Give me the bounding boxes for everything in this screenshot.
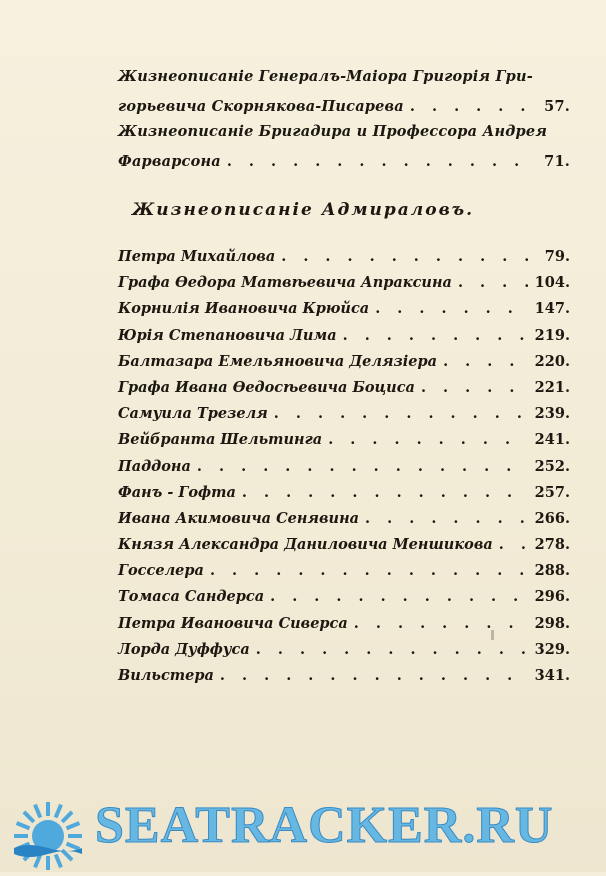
page-number: 221. [534, 378, 570, 396]
admiral-name: Самуила Трезеля [118, 405, 268, 423]
page-number: 241. [534, 431, 570, 449]
toc-row [118, 375, 570, 401]
page-number: 329. [534, 640, 570, 658]
admiral-name: Паддона [118, 457, 191, 475]
toc-row [118, 611, 570, 637]
admiral-name: Вейбрантa Шельтинга [118, 431, 323, 449]
sun-ray [17, 823, 30, 828]
sun-ray [56, 805, 61, 818]
toc-line [118, 147, 570, 177]
page-number: 147. [534, 300, 570, 318]
dot-leader [210, 558, 528, 584]
page-number: 257. [534, 483, 570, 501]
admiral-name: Корнилія Ивановича Крюйса [118, 300, 370, 318]
dot-leader [270, 584, 528, 610]
toc-row [118, 244, 570, 270]
page-number: 252. [534, 457, 570, 475]
admiral-name: Петра Ивановича Сиверса [118, 614, 348, 632]
sun-ray [56, 854, 61, 867]
page-number: 57. [544, 98, 570, 115]
admiral-name: Госселера [118, 562, 204, 580]
admiral-name: Лорда Дуффуса [118, 640, 250, 658]
page-number: 71. [544, 153, 570, 170]
dot-leader [220, 663, 528, 689]
toc-row [118, 270, 570, 296]
dot-leader [375, 296, 528, 322]
watermark-text: SEATRACKER.RU [95, 797, 554, 854]
admiral-name: Графа Ѳедора Матвѣевича Апраксина [118, 274, 452, 292]
page-number: 220. [534, 352, 570, 370]
toc-row [118, 558, 570, 584]
admirals-list [118, 244, 570, 689]
page-number: 341. [534, 667, 570, 684]
dot-leader [443, 349, 528, 375]
page-number: 296. [534, 588, 570, 606]
page-number: 266. [534, 509, 570, 527]
toc-row [118, 506, 570, 532]
ink-mark [491, 630, 494, 640]
sun-ray [24, 812, 34, 822]
dot-leader [227, 147, 528, 177]
toc-row [118, 637, 570, 663]
sun-ray [66, 844, 79, 849]
dot-leader [421, 375, 528, 401]
toc-row [118, 296, 570, 322]
admiral-name: Князя Александра Даниловича Меншикова [118, 536, 493, 554]
watermark [0, 790, 606, 872]
dot-leader [197, 454, 528, 480]
admiral-name: Петра Михайлова [118, 248, 276, 265]
dot-leader [256, 637, 528, 663]
admiral-name: Юрія Степановича Лима [118, 326, 337, 344]
admiral-name: Балтазара Емельяновича Делязіера [118, 352, 438, 370]
toc-row [118, 584, 570, 610]
dot-leader [458, 270, 528, 296]
page-number: 288. [534, 562, 570, 580]
dot-leader [499, 532, 528, 558]
admiral-name: Вильстера [118, 667, 214, 684]
section-heading: Жизнеописаніе Адмираловъ. [131, 200, 475, 220]
dot-leader [242, 480, 528, 506]
page-number: 219. [534, 326, 570, 344]
dot-leader [274, 401, 528, 427]
page-number: 278. [534, 536, 570, 554]
toc-row [118, 532, 570, 558]
page-number: 104. [534, 274, 570, 292]
toc-entry-skornyakov [118, 62, 570, 122]
entry-title-line1: Жизнеописаніе Генералъ-Маіора Григорія Гри- [118, 68, 533, 85]
entry-title-line2: Фарварсона [118, 153, 221, 170]
sun-logo-icon [8, 796, 88, 876]
dot-leader [343, 323, 528, 349]
toc-row [118, 349, 570, 375]
page-number: 79. [544, 248, 570, 265]
toc-row [118, 663, 570, 689]
dot-leader [354, 611, 528, 637]
toc-row [118, 427, 570, 453]
sun-ray [62, 812, 72, 822]
page-number: 239. [534, 405, 570, 423]
entry-title-line1: Жизнеописаніе Бригадира и Профессора Андрея [118, 123, 548, 140]
page-number: 298. [534, 614, 570, 632]
sun-ray [62, 850, 72, 860]
toc-row [118, 401, 570, 427]
toc-row [118, 480, 570, 506]
toc-row [118, 454, 570, 480]
toc-entry-farvarson [118, 117, 570, 177]
toc-line [118, 117, 570, 147]
toc-row [118, 323, 570, 349]
dot-leader [281, 244, 528, 270]
admiral-name: Томаса Сандерса [118, 588, 265, 606]
admiral-name: Графа Ивана Ѳедосѣевича Боциса [118, 378, 415, 396]
dot-leader [328, 427, 528, 453]
admiral-name: Фанъ - Гофта [118, 483, 236, 501]
toc-line [118, 62, 570, 92]
sun-ray [66, 823, 79, 828]
entry-title-line2: горьевича Скорнякова-Писарева [118, 98, 404, 115]
admiral-name: Ивана Акимовича Сенявина [118, 509, 360, 527]
sun-ray [35, 805, 40, 818]
dot-leader [365, 506, 528, 532]
